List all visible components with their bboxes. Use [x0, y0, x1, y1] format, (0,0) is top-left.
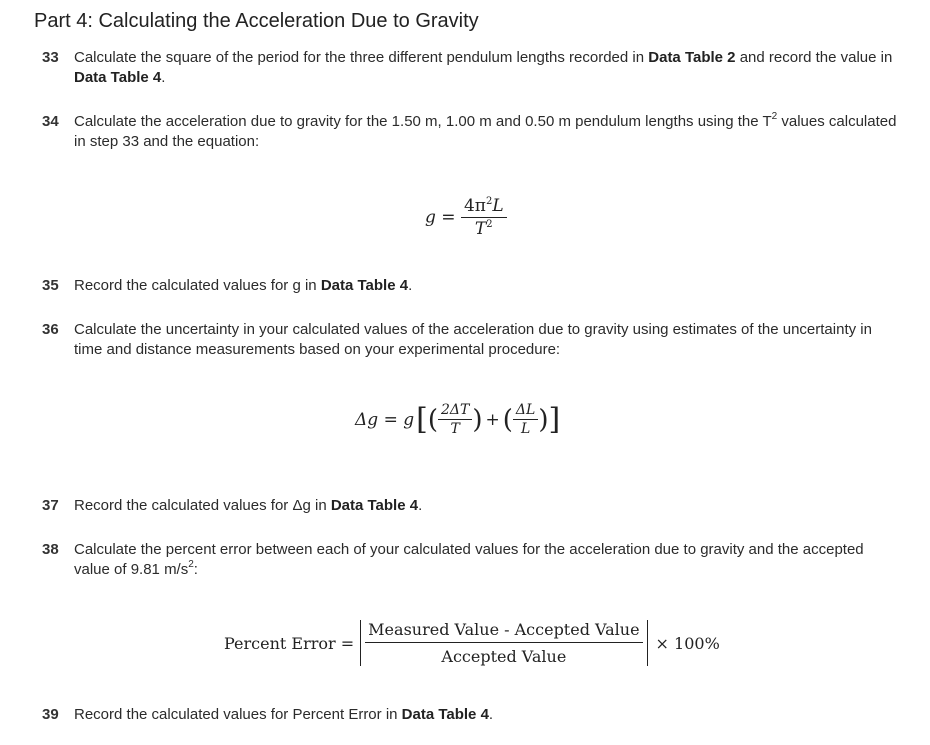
bold-ref: Data Table 4 — [401, 706, 489, 723]
step-35 — [42, 276, 902, 296]
bold-ref: Data Table 4 — [74, 69, 162, 86]
gravity-equation: g = $\frac{4\pi^2L}{T^2}$ — [425, 196, 507, 239]
step-39 — [42, 705, 902, 725]
percent-error-equation: Percent Error = $\frac{\text{Measured Value - Accepted Value}}{\text{Accepted Value}}$ × 100% — [224, 620, 720, 666]
step-number: 35 — [42, 277, 59, 294]
equation-fraction: $\frac{2\Delta T}{T}$ — [438, 402, 472, 437]
step-number: 34 — [42, 113, 59, 130]
step-38 — [42, 540, 902, 580]
step-text: Record the calculated values for Δg in Data Table 4. — [74, 497, 423, 514]
step-text: Calculate the uncertainty in your calculated values of the acceleration due to gravity using estimates of the uncertainty in time and distance measurements based on your experimental procedure: — [74, 321, 872, 358]
step-text: Calculate the acceleration due to gravity for the 1.50 m, 1.00 m and 0.50 m pendulum lengths using the $T^2$ values calculated in step 33 and the equation: — [74, 111, 897, 150]
step-33 — [42, 48, 902, 88]
step-36 — [42, 320, 902, 360]
bold-ref: Data Table 4 — [320, 277, 409, 294]
step-number: 38 — [42, 541, 59, 558]
equation-fraction: $\frac{\text{Measured Value - Accepted Value}}{\text{Accepted Value}}$ — [365, 620, 642, 666]
step-text: Record the calculated values for Percent Error in Data Table 4. — [74, 706, 494, 723]
bold-ref: Data Table 4 — [330, 497, 419, 514]
step-number: 36 — [42, 321, 59, 338]
step-number: 39 — [42, 706, 59, 723]
bold-ref: Data Table 2 — [648, 49, 736, 66]
equation-fraction: $\frac{4\pi^2L}{T^2}$ — [461, 196, 507, 239]
step-text: Record the calculated values for g in Data Table 4. — [74, 277, 413, 294]
equation-fraction: $\frac{\Delta L}{L}$ — [513, 402, 538, 437]
step-text: Calculate the percent error between each of your calculated values for the acceleration due to gravity and the accepted value of 9.81 $m/s^2$: — [74, 541, 864, 578]
step-34 — [42, 112, 902, 152]
uncertainty-equation: Δg = g [ ( $\frac{2\Delta T}{T}$ ) + ( $\frac{\Delta L}{L}$ ) ] — [355, 401, 561, 437]
step-number: 37 — [42, 497, 59, 514]
step-number: 33 — [42, 49, 59, 66]
page-title: Part 4: Calculating the Acceleration Due to Gravity — [34, 10, 479, 32]
step-text: Calculate the square of the period for the three different pendulum lengths recorded in Data Table 2 and record the value in Data Table 4. — [74, 49, 893, 86]
step-37 — [42, 496, 902, 516]
